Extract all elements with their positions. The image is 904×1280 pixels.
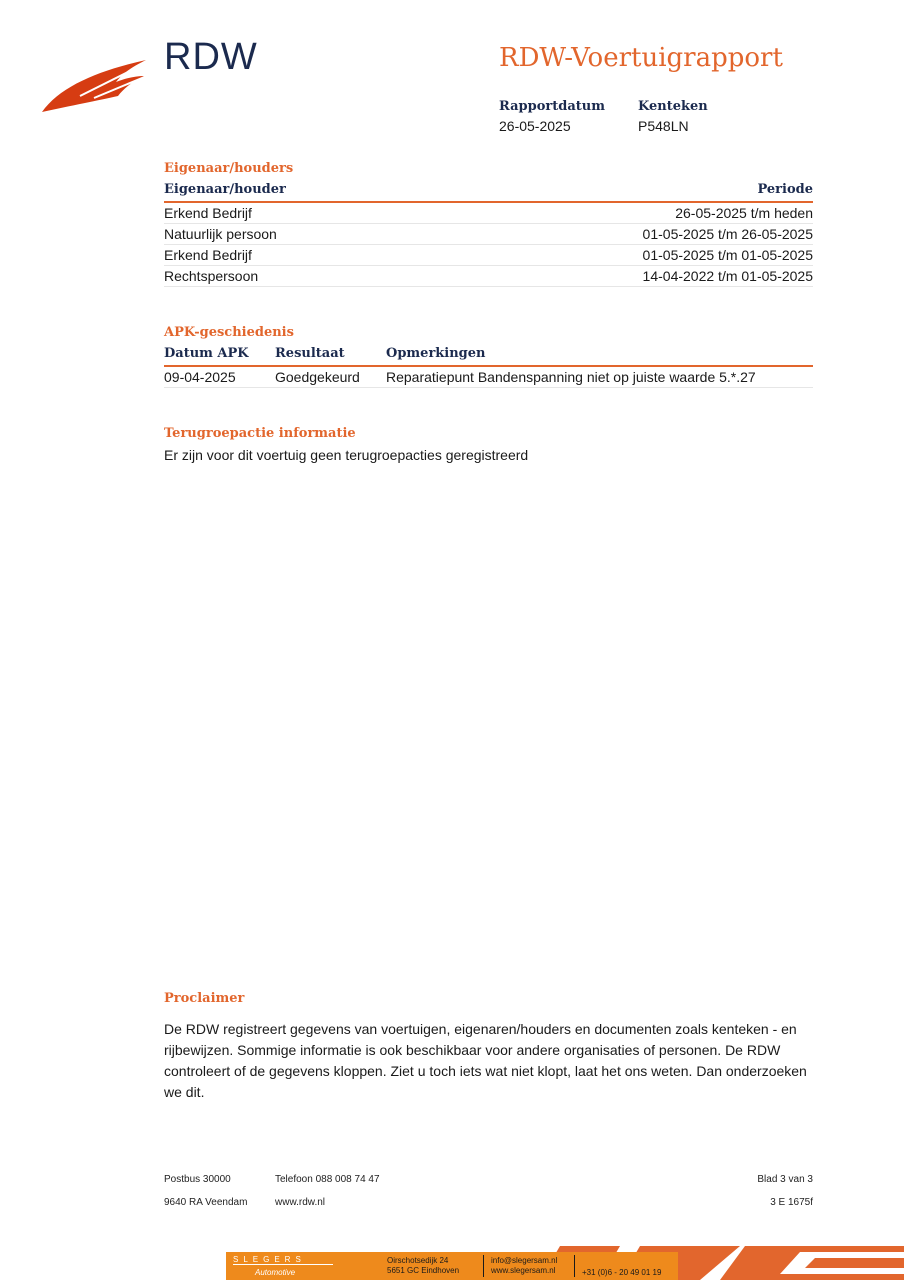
apk-table-header [164, 345, 813, 367]
footer-page-number: Blad 3 van 3 [757, 1174, 813, 1185]
report-title: RDW-Voertuigrapport [499, 43, 783, 73]
proclaimer-line: we dit. [164, 1084, 205, 1100]
period-cell: 14-04-2022 t/m 01-05-2025 [642, 268, 813, 284]
apk-result-cell: Goedgekeurd [275, 369, 360, 385]
brand-name: RDW [164, 36, 258, 78]
dealer-script: Automotive [255, 1268, 296, 1277]
dealer-web[interactable]: www.slegersam.nl [491, 1266, 556, 1275]
apk-table [164, 345, 813, 388]
apk-remarks-cell: Reparatiepunt Bandenspanning niet op juiste waarde 5.*.27 [386, 369, 756, 385]
owner-cell: Erkend Bedrijf [164, 247, 252, 263]
footer-postbus: Postbus 30000 [164, 1174, 231, 1185]
dealer-address-1: Oirschotsedijk 24 [387, 1256, 449, 1265]
proclaimer-text [164, 1019, 824, 1103]
apk-date-cell: 09-04-2025 [164, 369, 236, 385]
dealer-brand: SLEGERS [233, 1255, 306, 1264]
report-date: 26-05-2025 [499, 118, 571, 134]
table-row [164, 224, 813, 245]
table-row [164, 245, 813, 266]
owner-cell: Erkend Bedrijf [164, 205, 252, 221]
owners-table-header [164, 181, 813, 203]
owners-section-title: Eigenaar/houders [164, 161, 294, 176]
col-period-header: Periode [757, 182, 813, 197]
owner-cell: Rechtspersoon [164, 268, 259, 284]
table-row [164, 367, 813, 388]
footer-phone: Telefoon 088 008 74 47 [275, 1174, 380, 1185]
col-remarks-header: Opmerkingen [386, 346, 486, 361]
proclaimer-line: rijbewijzen. Sommige informatie is ook beschikbaar voor andere organisaties of personen. De RDW [164, 1042, 781, 1058]
footer-code: 3 E 1675f [770, 1197, 813, 1208]
col-result-header: Resultaat [275, 346, 345, 361]
owner-cell: Natuurlijk persoon [164, 226, 277, 242]
footer-city: 9640 RA Veendam [164, 1197, 248, 1208]
col-date-header: Datum APK [164, 346, 249, 361]
table-row [164, 266, 813, 287]
rdw-logo-icon [40, 56, 150, 116]
period-cell: 01-05-2025 t/m 26-05-2025 [642, 226, 813, 242]
recall-text: Er zijn voor dit voertuig geen terugroepacties geregistreerd [164, 447, 529, 463]
period-cell: 26-05-2025 t/m heden [675, 205, 813, 221]
dealer-address-2: 5651 GC Eindhoven [387, 1266, 460, 1275]
period-cell: 01-05-2025 t/m 01-05-2025 [642, 247, 813, 263]
proclaimer-line: De RDW registreert gegevens van voertuigen, eigenaren/houders en documenten zoals kenteken - en [164, 1021, 797, 1037]
dealer-email[interactable]: info@slegersam.nl [491, 1256, 558, 1265]
owners-table [164, 181, 813, 287]
report-date-label: Rapportdatum [499, 99, 605, 114]
dealer-phone: +31 (0)6 - 20 49 01 19 [582, 1268, 662, 1277]
recall-section-title: Terugroepactie informatie [164, 426, 356, 441]
table-row [164, 203, 813, 224]
banner-separator [574, 1255, 575, 1277]
plate-label: Kenteken [638, 99, 708, 114]
apk-section-title: APK-geschiedenis [164, 325, 294, 340]
col-owner-header: Eigenaar/houder [164, 182, 286, 197]
banner-separator [483, 1255, 484, 1277]
proclaimer-title: Proclaimer [164, 991, 245, 1006]
plate-number: P548LN [638, 118, 689, 134]
footer-website: www.rdw.nl [275, 1197, 326, 1208]
proclaimer-line: controleert of de gegevens kloppen. Ziet u toch iets wat niet klopt, laat het ons weten. Dan onderzoeken [164, 1063, 807, 1079]
banner-divider [233, 1264, 333, 1265]
